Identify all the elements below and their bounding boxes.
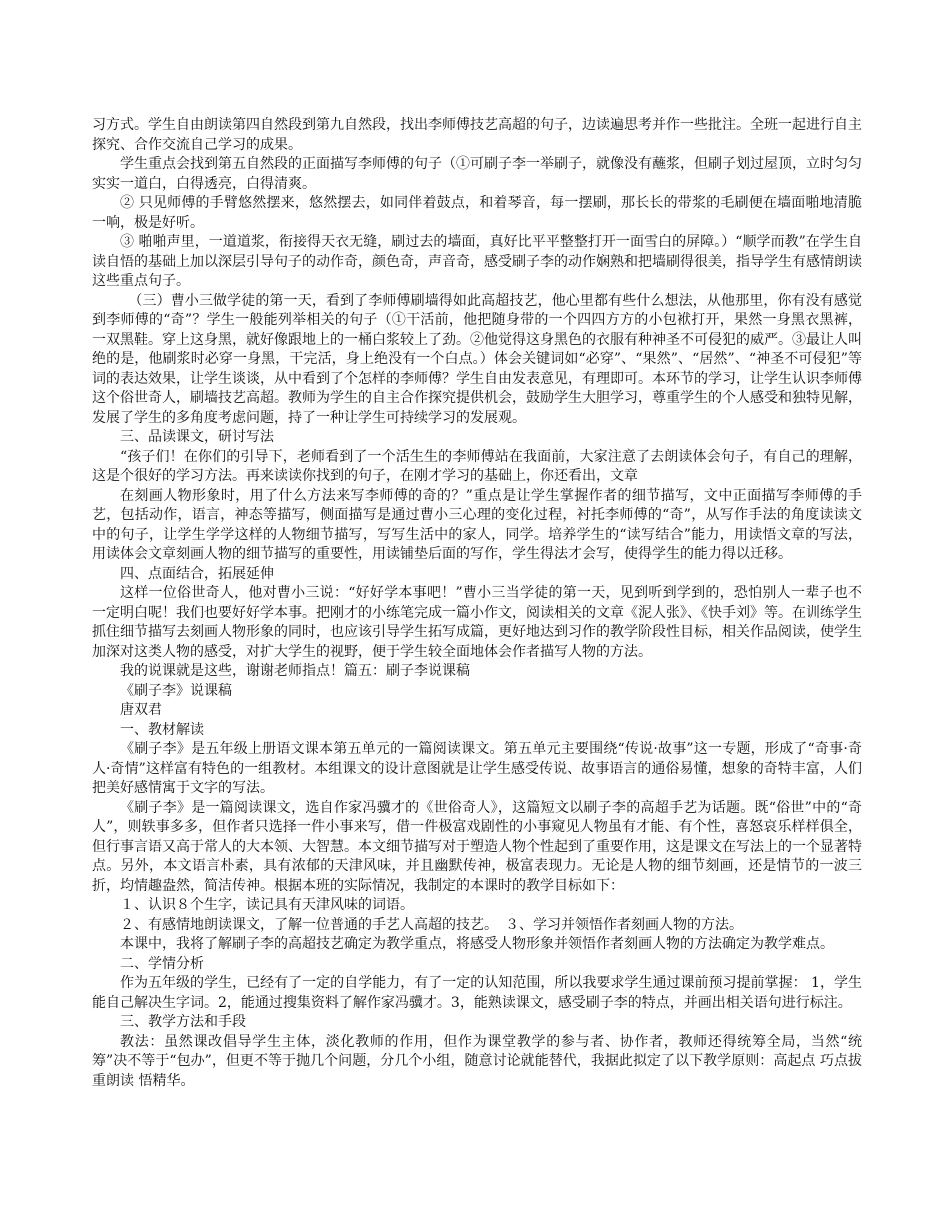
heading-textbook-analysis: 一、教材解读 [120, 721, 204, 738]
paragraph-sentence-3: ③ 啪啪声里，一道道浆，衔接得天衣无缝，刷过去的墙面，真好比平平整整打开一面雪白的屏障。）“顺学而教”在学生自读自悟的基础上加以深层引导句子的动作奇，颜色奇，声音奇，感受刷子李的动作娴熟和把墙刷得很美，指导学生有感情朗读这些重点句子。 [92, 234, 862, 289]
paragraph-detail-description: 在刻画人物形象时，用了什么方法来写李师傅的奇的？”重点是让学生掌握作者的细节描写，文中正面描写李师傅的手艺，包括动作，语言，神态等描写，侧面描写是通过曹小三心理的变化过程，衬托李师傅的“奇”，从写作手法的角度读读文中的句子，让学生学学这样的人物细节描写，写写生活中的家人，同学。培养学生的“读写结合”能力，用读悟文章的写法，用读体会文章刻画人物的细节描写的重要性，用读铺垫后面的写作，学生得法才会写，使得学生的能力得以迁移。 [92, 487, 862, 562]
heading-reading-methods: 三、品读课文，研讨写法 [120, 429, 274, 445]
paragraph-student-analysis: 作为五年级的学生，已经有了一定的自学能力，有了一定的认知范围，所以我要求学生通过课前预习提前掌握： 1，学生能自己解决生字词。2，能通过搜集资料了解作家冯骥才。3，能熟读课文，感受刷子李的特点，并画出相关语句进行标注。 [92, 975, 862, 1011]
document-title: 《刷子李》说课稿 [120, 682, 232, 699]
paragraph-teacher-quote: “孩子们！在你们的引导下，老师看到了一个活生生的李师傅站在我面前，大家注意了去朗读体会句子，有自己的理解，这是个很好的学习方法。再来读读你找到的句子，在刚才学习的基础上，你还看出，文章 [92, 448, 862, 484]
goal-items-2-3: ２、有感情地朗读课文，了解一位普通的手艺人高超的技艺。 ３、学习并领悟作者刻画人物的方法。 [120, 916, 743, 933]
goal-item-1: １、认识８个生字，读记具有天津风味的词语。 [120, 897, 414, 913]
paragraph-closing: 我的说课就是这些，谢谢老师指点！篇五：刷子李说课稿 [120, 663, 470, 679]
paragraph-teaching-methods: 教法：虽然课改倡导学生主体，淡化教师的作用，但作为课堂教学的参与者、协作者，教师还得统筹全局，当然“统筹”决不等于“包办”，但更不等于抛几个问题，分几个小组，随意讨论就能替代，我据此拟定了以下教学原则：高起点 巧点拔 重朗读 悟精华。 [92, 1033, 862, 1089]
heading-extension: 四、点面结合，拓展延伸 [120, 565, 274, 582]
paragraph-key-sentences: 学生重点会找到第五自然段的正面描写李师傅的句子（①可刷子李一举刷子，就像没有蘸浆，但刷子划过屋顶，立时匀匀实实一道白，白得透亮，白得清爽。 [92, 156, 862, 192]
paragraph-extension: 这样一位俗世奇人，他对曹小三说：“好好学本事吧！”曹小三当学徒的第一天，见到听到学到的，恐怕别人一辈子也不一定明白呢！我们也要好好学本事。把刚才的小练笔完成一篇小作文，阅读相关的文章《泥人张》、《快手刘》等。在训练学生抓住细节描写去刻画人物形象的同时，也应该引导学生拓写成篇，更好地达到习作的教学阶段性目标，相关作品阅读，使学生加深对这类人物的感受，对扩大学生的视野，便于学生较全面地体会作者描写人物的方法。 [92, 585, 862, 660]
heading-student-analysis: 二、学情分析 [120, 955, 204, 972]
paragraph-unit-intro: 《刷子李》是五年级上册语文课本第五单元的一篇阅读课文。第五单元主要围绕“传说·故事”这一专题，形成了“奇事·奇人·奇情”这样富有特色的一组教材。本组课文的设计意图就是让学生感受传说、故事语言的通俗易懂，想象的奇特丰富，人们把美好感情寓于文字的写法。 [92, 741, 862, 796]
paragraph-key-difficult: 本课中，我将了解刷子李的高超技艺确定为教学重点，将感受人物形象并领悟作者刻画人物的方法确定为教学难点。 [120, 936, 834, 952]
author-name: 唐双君 [120, 702, 162, 718]
paragraph-section-three: （三）曹小三做学徒的第一天，看到了李师傅刷墙得如此高超技艺，他心里都有些什么想法，从他那里，你有没有感觉到李师傅的“奇”？学生一般能列举相关的句子（①干活前，他把随身带的一个四四方方的小包袱打开，果然一身黑衣黑裤，一双黑鞋。穿上这身黑，就好像跟地上的一桶白浆较上了劲。②他觉得这身黑色的衣服有种神圣不可侵犯的威严。③最让人叫绝的是，他刷浆时必穿一身黑，干完活，身上绝没有一个白点。）体会关键词如“必穿”、“果然”、“居然”、“神圣不可侵犯”等词的表达效果，让学生谈谈，从中看到了个怎样的李师傅？学生自由发表意见，有理即可。本环节的学习，让学生认识李师傅这个俗世奇人，刷墙技艺高超。教师为学生的自主合作探究提供机会，鼓励学生大胆学习，尊重学生的个人感受和独特见解，发展了学生的多角度考虑问题，持了一种让学生可持续学习的发展观。 [92, 292, 862, 426]
heading-teaching-methods: 三、教学方法和手段 [120, 1014, 246, 1030]
paragraph-text-analysis: 《刷子李》是一篇阅读课文，选自作家冯骥才的《世俗奇人》，这篇短文以刷子李的高超手艺为话题。既“俗世”中的“奇人”，则轶事多多，但作者只选择一件小事来写，借一件极富戏剧性的小事窥见人物虽有才能、有个性，喜怒哀乐样样俱全，但行事言语又高于常人的大本领、大智慧。本文细节描写对于塑造人物个性起到了重要作用，这是课文在写法上的一个显著特点。另外，本文语言朴素，具有浓郁的天津风味，并且幽默传神，极富表现力。无论是人物的细节刻画，还是情节的一波三折，均情趣盎然，简洁传神。根据本班的实际情况，我制定的本课时的教学目标如下： [92, 799, 862, 894]
paragraph-continuation: 习方式。学生自由朗读第四自然段到第九自然段，找出李师傅技艺高超的句子，边读遍思考并作一些批注。全班一起进行自主探究、合作交流自己学习的成果。 [92, 117, 862, 153]
paragraph-sentence-2: ② 只见师傅的手臂悠然摆来，悠然摆去，如同伴着鼓点，和着琴音，每一摆刷，那长长的带浆的毛刷便在墙面啪地清脆一响，极是好听。 [92, 195, 862, 231]
